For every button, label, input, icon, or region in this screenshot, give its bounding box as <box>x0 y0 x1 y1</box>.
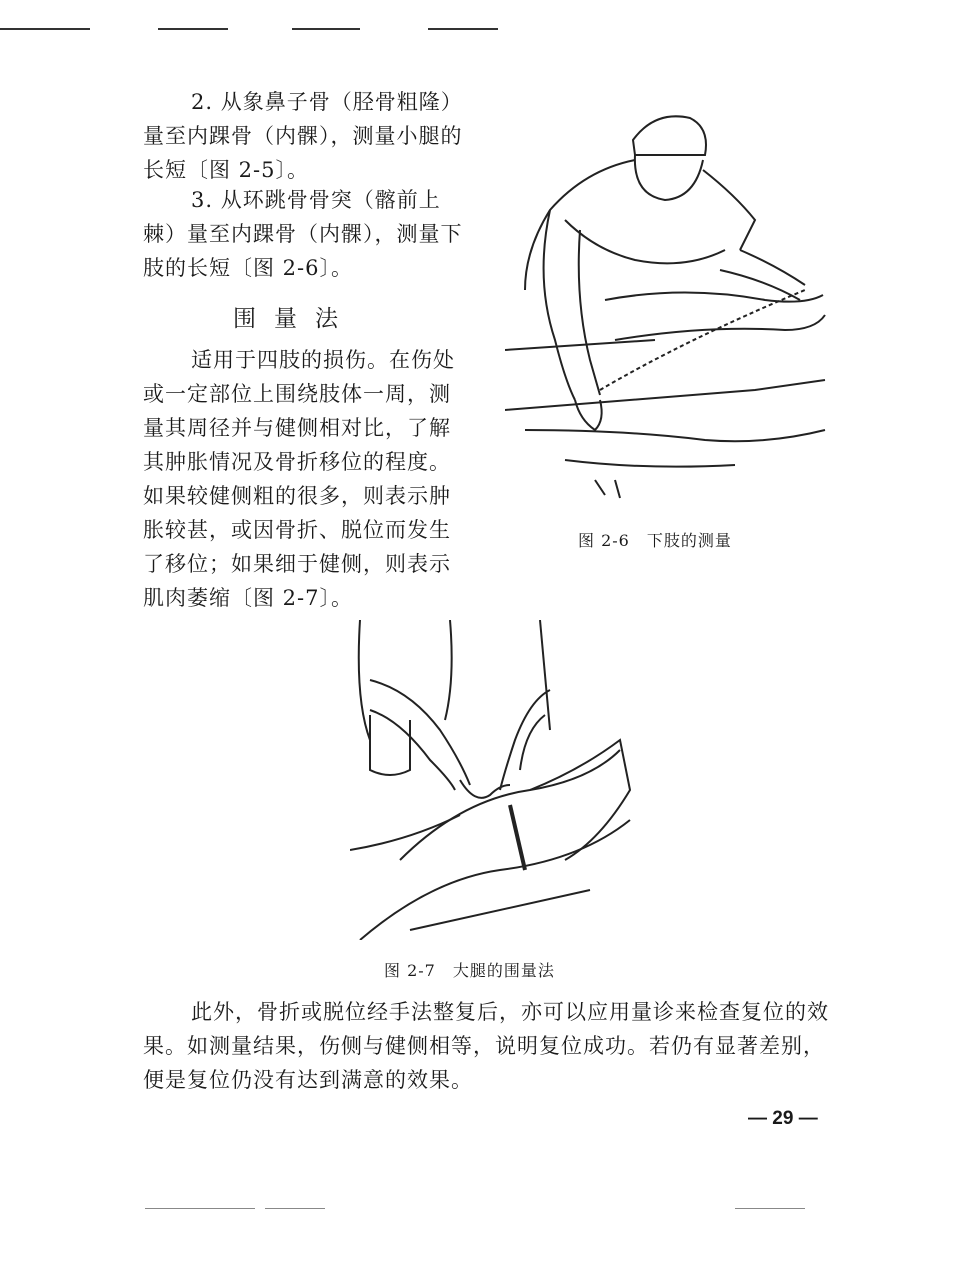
top-rule <box>0 28 90 30</box>
section-heading: 围量法 <box>233 306 356 332</box>
page-number: — 29 — <box>748 1108 818 1129</box>
figure-2-7-caption: 图 2-7 大腿的围量法 <box>384 961 555 980</box>
figure-2-7-illustration <box>350 620 640 940</box>
top-rule <box>428 28 498 30</box>
scan-mark <box>145 1208 255 1209</box>
paragraph-item-3: 3. 从环跳骨骨突（髂前上棘）量至内踝骨（内髁），测量下肢的长短〔图 2-6〕。 <box>143 188 463 280</box>
figure-2-6-illustration <box>505 100 835 500</box>
top-rule <box>292 28 360 30</box>
paragraph-closing: 此外，骨折或脱位经手法整复后，亦可以应用量诊来检查复位的效果。如测量结果，伤侧与健侧相等，说明复位成功。若仍有显著差别，便是复位仍没有达到满意的效果。 <box>143 1000 829 1092</box>
scan-mark <box>735 1208 805 1209</box>
paragraph-item-2: 2. 从象鼻子骨（胫骨粗隆）量至内踝骨（内髁），测量小腿的长短〔图 2-5〕。 <box>143 90 463 182</box>
top-rule <box>158 28 228 30</box>
figure-2-6-caption: 图 2-6 下肢的测量 <box>578 531 732 550</box>
paragraph-circumference-method: 适用于四肢的损伤。在伤处或一定部位上围绕肢体一周，测量其周径并与健侧相对比，了解其肿胀情况及骨折移位的程度。如果较健侧粗的很多，则表示肿胀较甚，或因骨折、脱位而发生了移位；如果细于健侧，则表示肌肉萎缩〔图 2-7〕。 <box>143 348 455 610</box>
scan-mark <box>265 1208 325 1209</box>
